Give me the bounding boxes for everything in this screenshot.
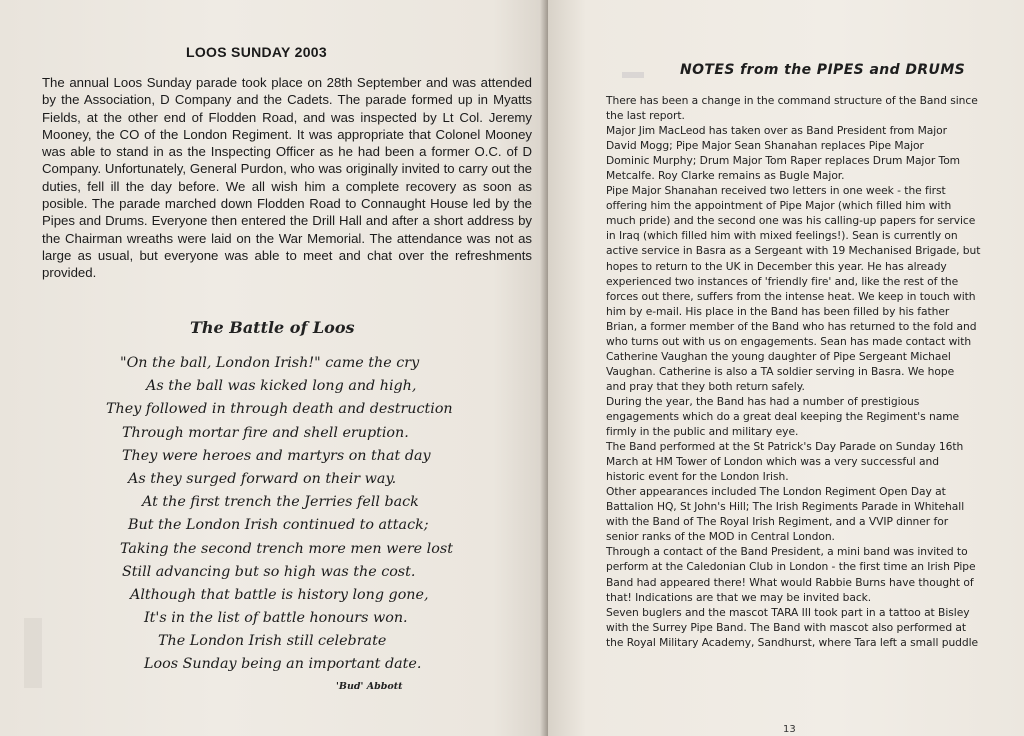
notes-line: experienced two instances of 'friendly fire' and, like the rest of the [606, 274, 959, 288]
notes-line: Pipe Major Shanahan received two letters in one week - the first [606, 184, 946, 198]
notes-line: engagements which do a great deal keeping the Regiment's name [606, 409, 960, 423]
poem-line: Through mortar fire and shell eruption. [122, 424, 409, 441]
notes-line: who turns out with us on engagements. Sean has made contact with [606, 334, 972, 348]
poem-line: It's in the list of battle honours won. [144, 610, 408, 627]
notes-line: much pride) and the second one was his calling-up papers for service [606, 214, 976, 228]
poem-line: Still advancing but so high was the cost. [122, 563, 416, 580]
notes-line: Seven buglers and the mascot TARA III took part in a tattoo at Bisley [606, 605, 970, 619]
notes-line: Dominic Murphy; Drum Major Tom Raper replaces Drum Major Tom [606, 154, 961, 168]
poem-author: 'Bud' Abbott [336, 681, 403, 692]
notes-line: Major Jim MacLeod has taken over as Band President from Major [606, 124, 948, 138]
notes-line: offering him the appointment of Pipe Major (which filled him with [606, 199, 952, 213]
notes-line: Metcalfe. Roy Clarke remains as Bugle Major. [606, 169, 845, 183]
notes-line: Vaughan. Catherine is also a TA soldier serving in Basra. We hope [606, 364, 955, 378]
notes-line: Through a contact of the Band President, a mini band was invited to [606, 545, 968, 559]
notes-line: the last report. [606, 109, 685, 123]
notes-line: that! Indications are that we may be invited back. [606, 590, 872, 604]
notes-line: David Mogg; Pipe Major Sean Shanahan replaces Pipe Major [606, 139, 924, 153]
notes-title: NOTES from the PIPES and DRUMS [680, 62, 966, 78]
bleed-through-mark [622, 72, 644, 78]
poem-title: The Battle of Loos [190, 318, 355, 337]
poem-line: Taking the second trench more men were lost [120, 540, 453, 557]
poem-line: Loos Sunday being an important date. [144, 656, 422, 673]
notes-line: Battalion HQ, St John's Hill; The Irish Regiments Parade in Whitehall [606, 500, 965, 514]
notes-line: the Royal Military Academy, Sandhurst, where Tara left a small puddle [606, 635, 979, 649]
notes-line: Other appearances included The London Regiment Open Day at [606, 485, 946, 499]
notes-line: The Band performed at the St Patrick's Day Parade on Sunday 16th [606, 440, 964, 454]
article-title: LOOS SUNDAY 2003 [186, 44, 327, 60]
notes-line: with the Band of The Royal Irish Regiment, and a VVIP dinner for [606, 515, 949, 529]
notes-line: and pray that they both return safely. [606, 379, 805, 393]
article-paragraph: The annual Loos Sunday parade took place on 28th September and was attended by the Association, D Company and the Cadets. The parade formed up in Myatts Fields, at the other end of Flodden Road, and was inspected by Lt Col. Jeremy Mooney, the CO of the London Regiment. It was appropriate that Colonel Mooney was able to stand in as the Inspecting Officer as he had been a former O.C. of D Company. Unfortunately, General Purdon, who was originally invited to carry out the duties, fell ill the day before. We all wish him a complete recovery as soon as posible. The parade marched down Flodden Road to Connaught House led by the Pipes and Drums. Everyone then entered the Drill Hall and after a short address by the Chairman wreaths were laid on the War Memorial. The attendance was not as large as usual, but everyone was able to meet and chat over the refreshments provided. [42, 75, 532, 281]
notes-line: in Iraq (which filled him with mixed feelings!). Sean is currently on [606, 229, 958, 243]
notes-line: There has been a change in the command structure of the Band since [606, 94, 978, 107]
poem-line: As they surged forward on their way. [128, 470, 397, 487]
notes-line: senior ranks of the MOD in Central London. [606, 530, 835, 544]
notes-line: historic event for the London Irish. [606, 470, 789, 484]
notes-line: hopes to return to the UK in December this year. He has already [606, 259, 947, 273]
notes-line: Brian, a former member of the Band who has returned to the fold and [606, 319, 977, 333]
poem-line: At the first trench the Jerries fell back [142, 494, 419, 511]
notes-body [606, 93, 1016, 650]
poem-line: As the ball was kicked long and high, [146, 378, 417, 395]
notes-line: During the year, the Band has had a number of prestigious [606, 394, 920, 408]
notes-line: active service in Basra as a Sergeant with 19 Mechanised Brigade, but [606, 244, 981, 258]
poem-line: But the London Irish continued to attack; [128, 517, 429, 534]
notes-line: March at HM Tower of London which was a very successful and [606, 455, 940, 469]
poem-line: The London Irish still celebrate [158, 633, 387, 650]
article-body [42, 74, 532, 282]
poem-line: "On the ball, London Irish!" came the cry [120, 355, 420, 371]
poem-line: Although that battle is history long gone, [130, 586, 429, 603]
notes-line: forces out there, suffers from the intense heat. We keep in touch with [606, 289, 976, 303]
poem [100, 352, 520, 677]
bleed-through-mark [24, 618, 42, 688]
notes-line: Catherine Vaughan the young daughter of Pipe Sergeant Michael [606, 349, 951, 363]
notes-line: him by e-mail. His place in the Band has been filled by his father [606, 304, 950, 318]
notes-line: perform at the Caledonian Club in London - the first time an Irish Pipe [606, 560, 976, 574]
poem-line: They followed in through death and destruction [106, 401, 453, 418]
notes-line: with the Surrey Pipe Band. The Band with mascot also performed at [606, 620, 967, 634]
notes-line: firmly in the public and military eye. [606, 425, 799, 439]
page-number: 13 [783, 724, 796, 735]
poem-line: They were heroes and martyrs on that day [122, 447, 431, 464]
notes-line: Band had appeared there! What would Rabbie Burns have thought of [606, 575, 974, 589]
